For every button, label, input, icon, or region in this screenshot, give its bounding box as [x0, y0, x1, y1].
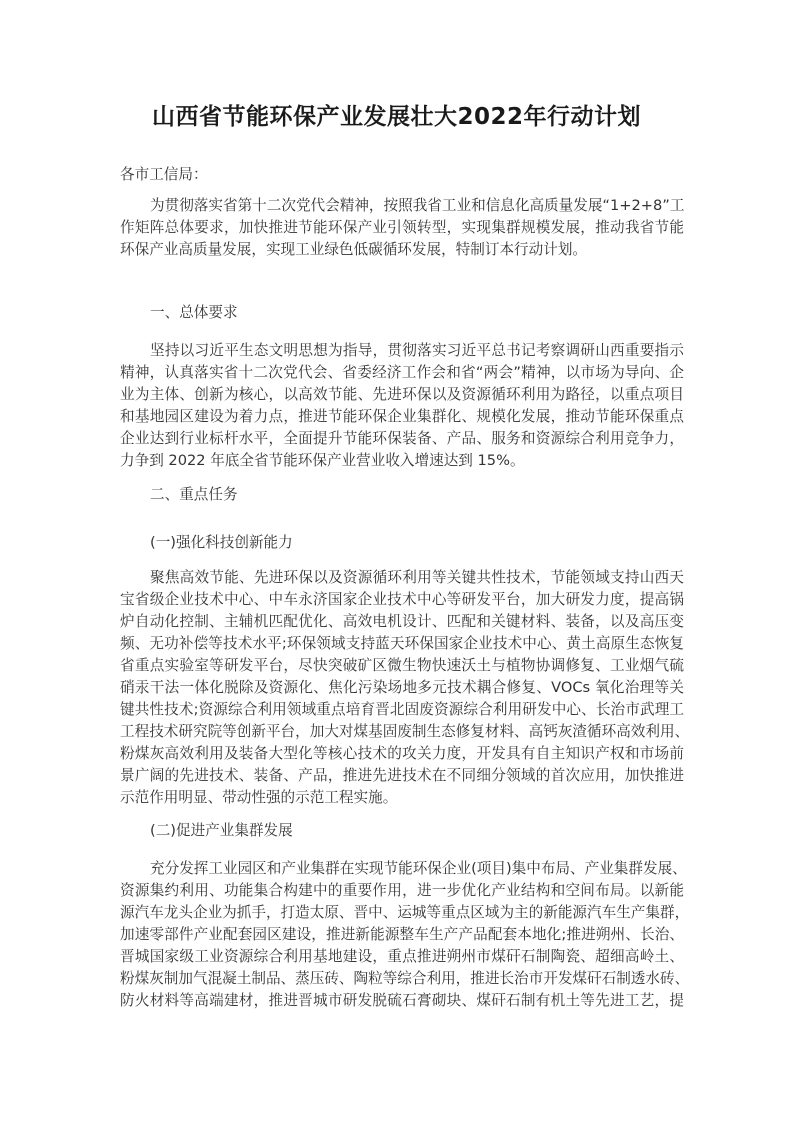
paragraph-line: 环保产业高质量发展，实现工业绿色低碳循环发展，特制订本行动计划。 [120, 241, 588, 258]
paragraph-line: 粉煤灰制加气混凝土制品、蒸压砖、陶粒等综合利用，推进长治市开发煤矸石制透水砖、 [120, 970, 690, 987]
innovation-paragraph [120, 567, 690, 809]
paragraph-line: 频、无功补偿等技术水平;环保领域支持蓝天环保国家企业技术中心、黄土高原生态恢复 [120, 635, 684, 652]
paragraph-line: 企业达到行业标杆水平，全面提升节能环保装备、产品、服务和资源综合利用竞争力， [120, 430, 684, 447]
paragraph-line: 硝汞干法一体化脱除及资源化、焦化污染场地多元技术耦合修复、VOCs 氧化治理等关 [120, 679, 684, 696]
paragraph-line: 示范作用明显、带动性强的示范工程实施。 [120, 789, 398, 806]
paragraph-line: 精神，认真落实省十二次党代会、省委经济工作会和省“两会”精神，以市场为导向、企 [120, 364, 684, 381]
paragraph-line: 省重点实验室等研发平台，尽快突破矿区微生物快速沃土与植物协调修复、工业烟气硫 [120, 657, 684, 674]
section-heading-tasks: 二、重点任务 [150, 486, 238, 503]
paragraph-line: 工程技术研究院等创新平台，加大对煤基固废制生态修复材料、高钙灰渣循环高效利用、 [120, 723, 690, 740]
paragraph-line: 和基地园区建设为着力点，推进节能环保企业集群化、规模化发展，推动节能环保重点 [120, 408, 684, 425]
paragraph-line: 粉煤灰高效利用及装备大型化等核心技术的攻关力度，开发具有自主知识产权和市场前 [120, 745, 684, 762]
paragraph-line: 为贯彻落实省第十二次党代会精神，按照我省工业和信息化高质量发展“1+2+8”工 [150, 197, 685, 214]
section-heading-general: 一、总体要求 [150, 304, 238, 321]
paragraph-line: 晋城国家级工业资源综合利用基地建设，重点推进朔州市煤矸石制陶瓷、超细高岭土、 [120, 948, 684, 965]
paragraph-line: 景广阔的先进技术、装备、产品，推进先进技术在不同细分领域的首次应用，加快推进 [120, 767, 684, 784]
paragraph-line: 坚持以习近平生态文明思想为指导，贯彻落实习近平总书记考察调研山西重要指示 [150, 342, 684, 359]
paragraph-line: 宝省级企业技术中心、中车永济国家企业技术中心等研发平台，加大研发力度，提高锅 [120, 591, 684, 608]
salutation: 各市工信局： [120, 166, 208, 183]
paragraph-line: 力争到 2022 年底全省节能环保产业营业收入增速达到 15%。 [120, 452, 525, 469]
document-title: 山西省节能环保产业发展壮大2022年行动计划 [151, 104, 641, 130]
subheading-innovation: (一)强化科技创新能力 [150, 534, 293, 551]
general-requirements-paragraph [120, 340, 684, 472]
cluster-paragraph [120, 858, 690, 1012]
subheading-cluster: (二)促进产业集群发展 [150, 822, 293, 839]
paragraph-line: 键共性技术;资源综合利用领域重点培育晋北固废资源综合利用研发中心、长治市武理工 [120, 701, 684, 718]
paragraph-line: 炉自动化控制、主辅机匹配优化、高效电机设计、匹配和关键材料、装备，以及高压变 [120, 613, 684, 630]
paragraph-line: 加速零部件产业配套园区建设，推进新能源整车生产产品配套本地化;推进朔州、长治、 [120, 926, 684, 943]
intro-paragraph [120, 195, 684, 261]
paragraph-line: 作矩阵总体要求，加快推进节能环保产业引领转型，实现集群规模发展，推动我省节能 [120, 219, 684, 236]
paragraph-line: 聚焦高效节能、先进环保以及资源循环利用等关键共性技术，节能领域支持山西天 [150, 569, 684, 586]
paragraph-line: 充分发挥工业园区和产业集群在实现节能环保企业(项目)集中布局、产业集群发展、 [150, 860, 687, 877]
paragraph-line: 业为主体、创新为核心，以高效节能、先进环保以及资源循环利用为路径，以重点项目 [120, 386, 684, 403]
paragraph-line: 源汽车龙头企业为抓手，打造太原、晋中、运城等重点区域为主的新能源汽车生产集群， [120, 904, 690, 921]
paragraph-line: 防火材料等高端建材，推进晋城市研发脱硫石膏砌块、煤矸石制有机土等先进工艺，提 [120, 992, 684, 1009]
paragraph-line: 资源集约利用、功能集合构建中的重要作用，进一步优化产业结构和空间布局。以新能 [120, 882, 684, 899]
